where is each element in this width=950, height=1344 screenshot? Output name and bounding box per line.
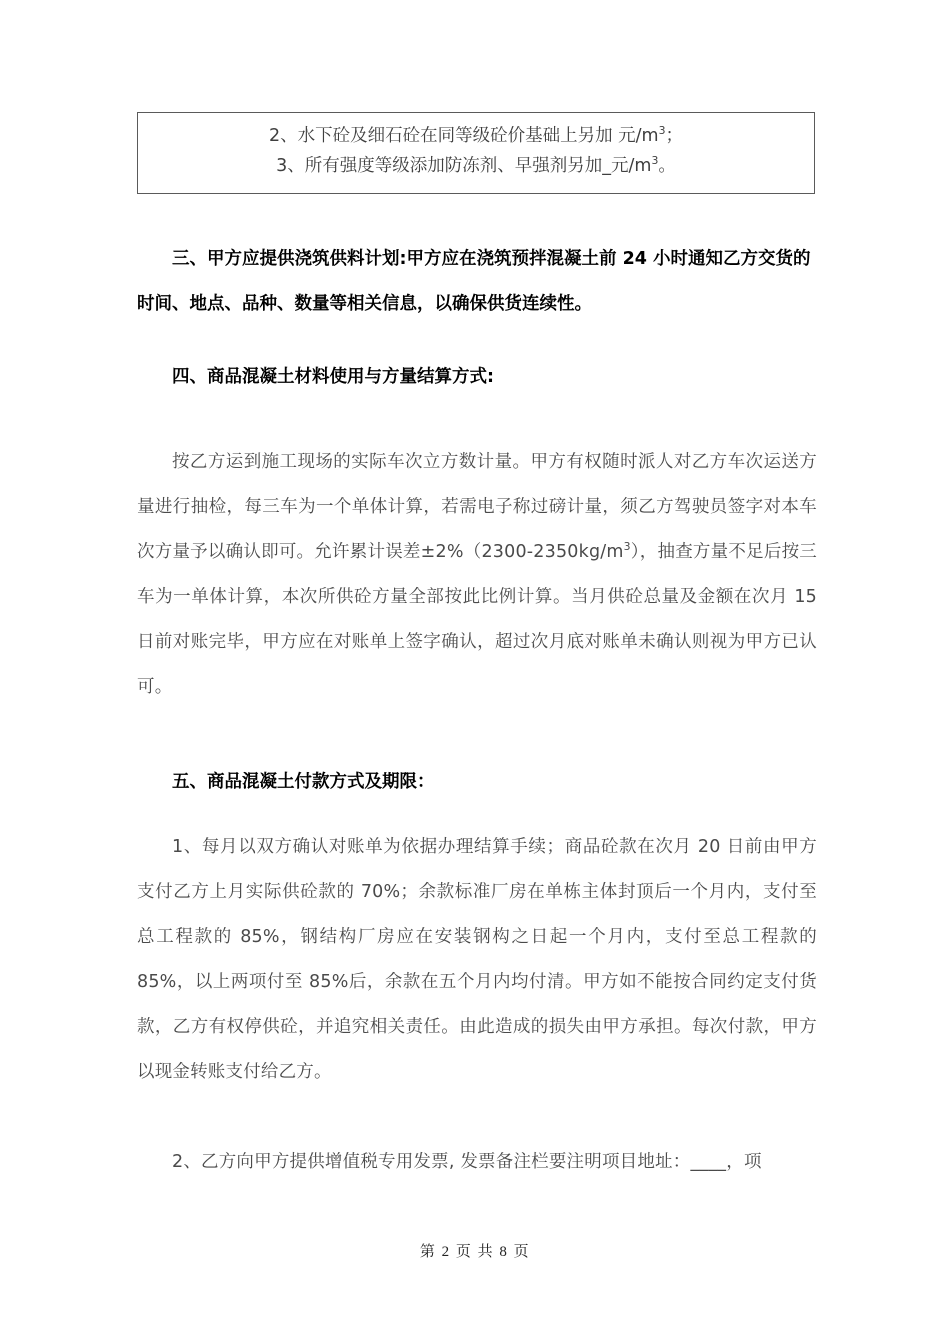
boxed-clause-line-2 [138,151,814,181]
section-four-body [137,440,817,710]
boxed-clause-line-2-suffix: 。 [658,156,676,176]
boxed-clause-line-2-superscript: 3 [651,154,659,168]
boxed-clause [137,112,815,194]
section-five-item-2: 2、乙方向甲方提供增值税专用发票, 发票备注栏要注明项目地址：____，项 [172,1152,762,1172]
boxed-clause-line-1-superscript: 3 [658,124,666,138]
section-five-heading: 五、商品混凝土付款方式及期限： [172,772,435,792]
boxed-clause-line-1-text: 2、水下砼及细石砼在同等级砼价基础上另加 元/m [268,126,659,146]
section-five-item-1: 1、每月以双方确认对账单为依据办理结算手续；商品砼款在次月 20 日前由甲方支付乙方上月实际供砼款的 70%；余款标准厂房在单栋主体封顶后一个月内，支付至总工程款的 85%，钢结构厂房应在安装钢构之日起一个月内，支付至总工程款的 85%，以上两项付至 85%后，余款在五个月内均付清。甲方如不能按合同约定支付货款，乙方有权停供砼，并追究相关责任。由此造成的损失由甲方承担。每次付款，甲方以现金转账支付给乙方。 [137,837,817,1082]
page-number-label: 第 2 页 共 8 页 [419,1244,531,1260]
section-four-body-post: ），抽查方量不足后按三车为一单体计算，本次所供砼方量全部按此比例计算。当月供砼总量及金额在次月 15 日前对账完毕，甲方应在对账单上签字确认，超过次月底对账单未确认则视为甲方已认可。 [137,542,817,697]
section-four-body-pre: 按乙方运到施工现场的实际车次立方数计量。甲方有权随时派人对乙方车次运送方量进行抽检，每三车为一个单体计算，若需电子称过磅计量，须乙方驾驶员签字对本车次方量予以确认即可。允许累计误差±2%（2300-2350kg/m [137,452,817,562]
section-three-paragraph: 三、甲方应提供浇筑供料计划:甲方应在浇筑预拌混凝土前 24 小时通知乙方交货的时间、地点、品种、数量等相关信息，以确保供货连续性。 [137,249,811,314]
boxed-clause-line-1-suffix: ； [665,126,684,146]
page-footer [0,1240,950,1261]
section-four-body-superscript: 3 [623,540,631,554]
boxed-clause-line-1 [138,113,814,151]
section-four-heading: 四、商品混凝土材料使用与方量结算方式: [172,367,494,387]
boxed-clause-line-2-text: 3、所有强度等级添加防冻剂、早强剂另加_元/m [276,156,652,176]
